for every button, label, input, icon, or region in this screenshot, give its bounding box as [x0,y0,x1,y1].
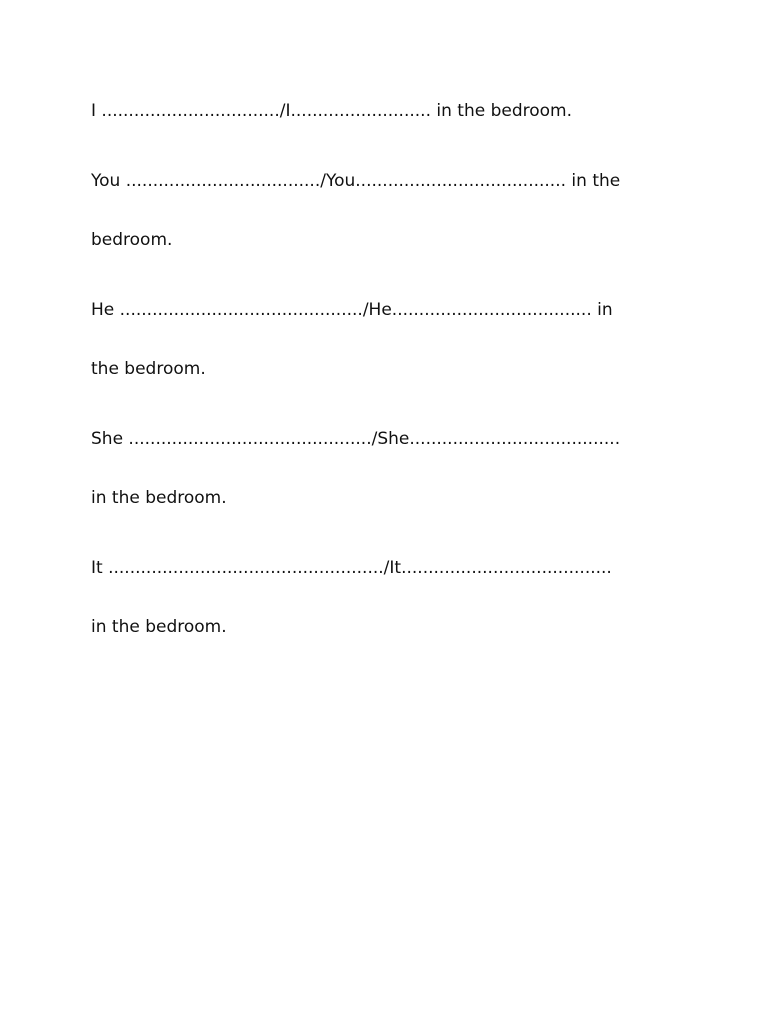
sentence-it-part2: in the bedroom. [91,617,227,637]
sentence-it-part1: It .................................................../It....................................... [91,558,612,578]
sentence-she-part2: in the bedroom. [91,488,227,508]
sentence-i: I ................................./I.......................... in the bedroom. [91,101,573,121]
sentence-you-part1: You ..................................../You....................................... in the [91,171,621,191]
sentence-he-part2: the bedroom. [91,359,206,379]
sentence-she-part1: She ............................................./She....................................... [91,429,621,449]
sentence-he-part1: He ............................................./He..................................... in [91,300,613,320]
sentence-you-part2: bedroom. [91,230,173,250]
